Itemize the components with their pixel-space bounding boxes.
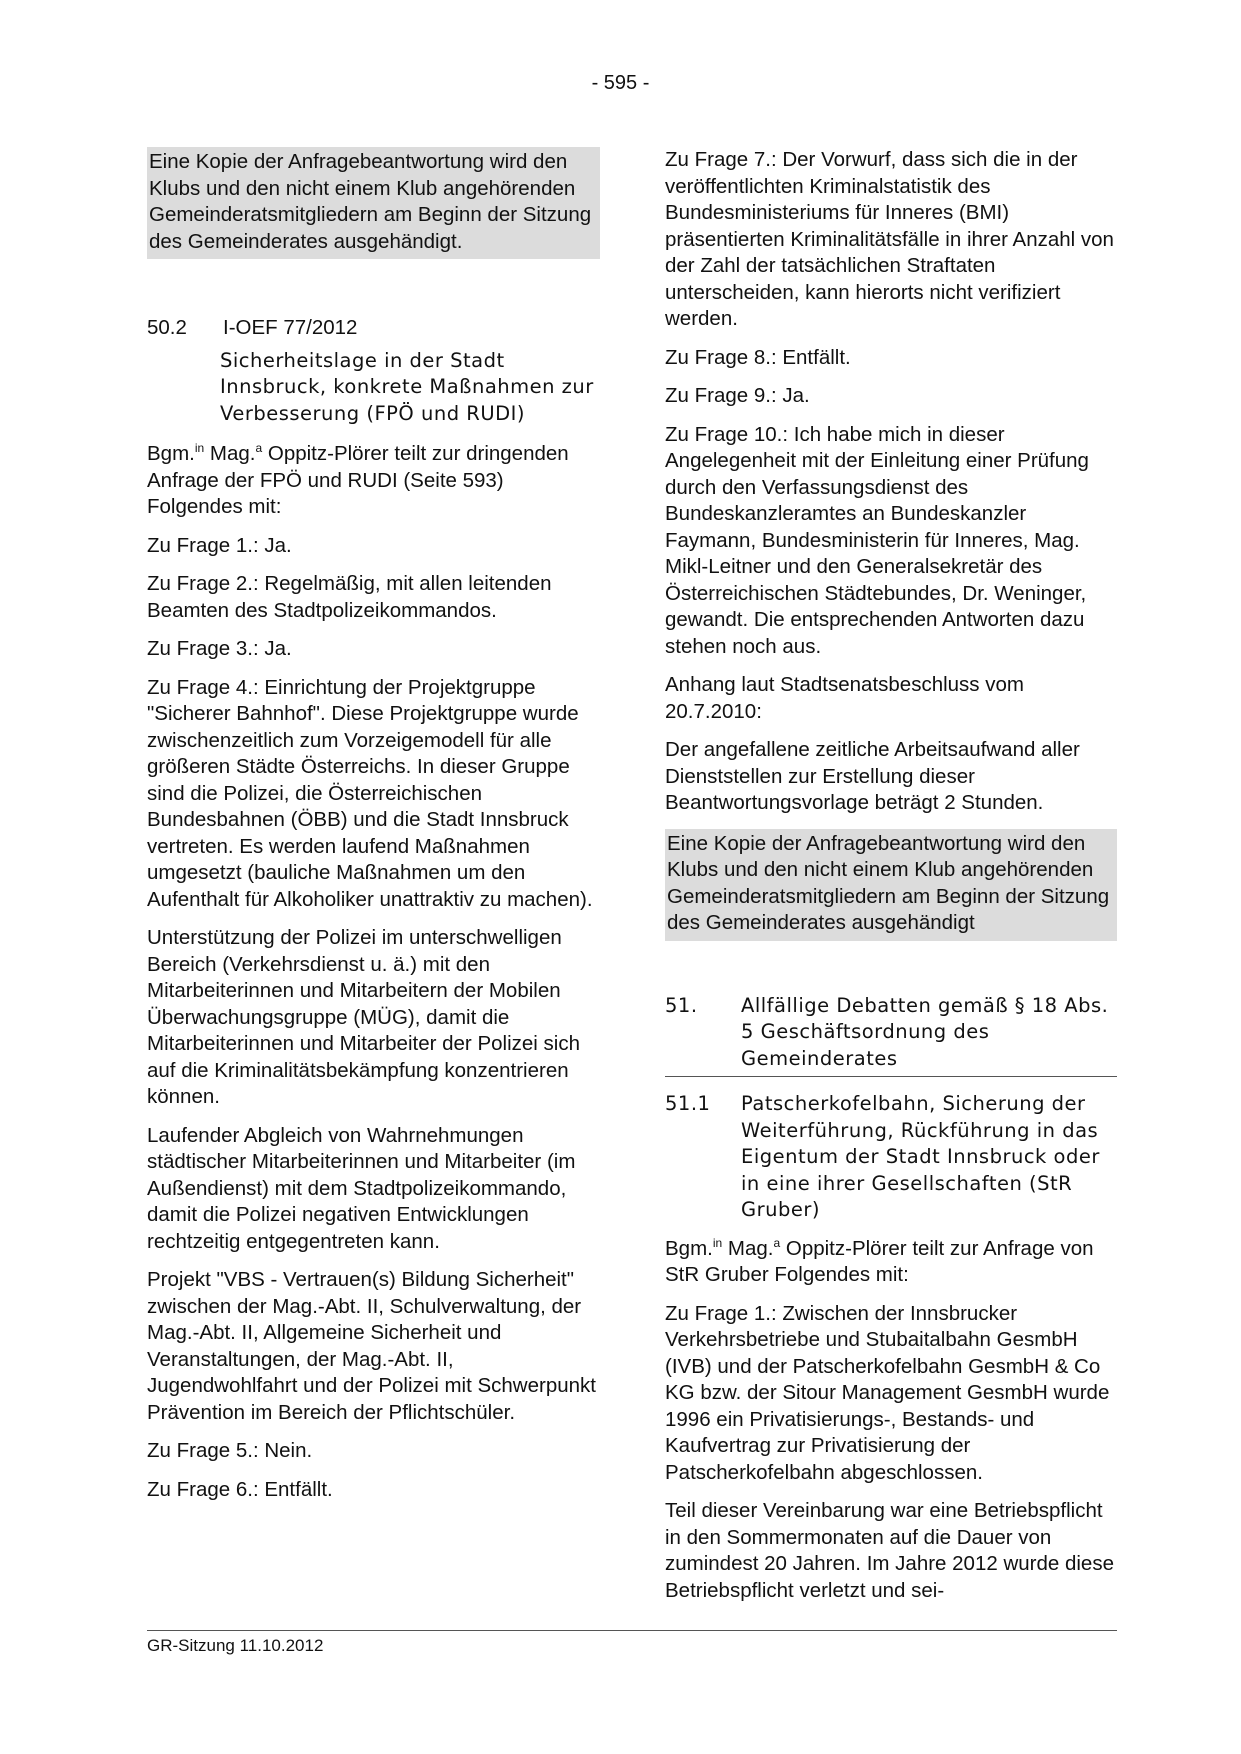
- paragraph: Laufender Abgleich von Wahrnehmungen städtischer Mitarbeiterinnen und Mitarbeiter (im Außendienst) mit dem Stadtpolizeikommando, damit die Polizei negativen Entwicklungen rechtzeitig entgegentreten kann.: [147, 1123, 576, 1253]
- paragraph: Zu Frage 4.: Einrichtung der Projektgruppe "Sicherer Bahnhof". Diese Projektgruppe wurde zwischenzeitlich zum Vorzeigemodell für alle größeren Städte Österreichs. In dieser Gruppe sind die Polizei, die Österreichischen Bundesbahnen (ÖBB) und die Stadt Innsbruck vertreten. Es werden laufend Maßnahmen umgesetzt (bauliche Maßnahmen um den Aufenthalt für Alkoholiker unattraktiv zu machen).: [147, 675, 593, 911]
- intro-paragraph: Bgm.$^{in}$ Mag.$^a$ Oppitz-Plörer teilt zur Anfrage von StR Gruber Folgendes mit:: [665, 1235, 1094, 1286]
- section-title: Patscherkofelbahn, Sicherung der Weiterführung, Rückführung in das Eigentum der Stadt Innsbruck oder in eine ihrer Gesellschaften (StR Gruber): [741, 1092, 1100, 1221]
- section-number: 51.: [665, 993, 698, 1017]
- section-title: Allfällige Debatten gemäß § 18 Abs. 5 Geschäftsordnung des Gemeinderates: [741, 993, 1109, 1070]
- paragraph: Zu Frage 3.: Ja.: [147, 637, 292, 660]
- paragraph: Zu Frage 9.: Ja.: [665, 384, 810, 407]
- section-number: 50.2: [147, 316, 187, 339]
- section-number: 51.1: [665, 1092, 711, 1115]
- footer-divider: [147, 1630, 1117, 1631]
- paragraph: Der angefallene zeitliche Arbeitsaufwand aller Dienststellen zur Erstellung dieser Beantwortungsvorlage beträgt 2 Stunden.: [665, 738, 1080, 814]
- right-column: [665, 147, 1117, 1616]
- footer-text: GR-Sitzung 11.10.2012: [147, 1636, 324, 1655]
- paragraph: Projekt "VBS - Vertrauen(s) Bildung Sicherheit" zwischen der Mag.-Abt. II, Schulverwaltung, der Mag.-Abt. II, Allgemeine Sicherheit und Veranstaltungen, der Mag.-Abt. II, Jugendwohlfahrt und der Polizei mit Schwerpunkt Prävention im Bereich der Pflichtschüler.: [147, 1268, 596, 1424]
- paragraph: Zu Frage 8.: Entfällt.: [665, 345, 851, 369]
- paragraph: Zu Frage 2.: Regelmäßig, mit allen leitenden Beamten des Stadtpolizeikommandos.: [147, 572, 552, 622]
- paragraph: Zu Frage 10.: Ich habe mich in dieser Angelegenheit mit der Einleitung einer Prüfung durch den Verfassungsdienst des Bundeskanzleramtes an Bundeskanzler Faymann, Bundesministerin für Inneres, Mag. Mikl-Leitner und den Generalsekretär des Österreichischen Städtebundes, Dr. Weninger, gewandt. Die entsprechenden Antworten dazu stehen noch aus.: [665, 422, 1089, 658]
- paragraph: Zu Frage 1.: Ja.: [147, 533, 292, 557]
- section-51-header: [665, 993, 1117, 1078]
- section-code: I-OEF 77/2012: [223, 316, 358, 339]
- copy-notice-box: Eine Kopie der Anfragebeantwortung wird den Klubs und den nicht einem Klub angehörenden Gemeinderatsmitgliedern am Beginn der Sitzung des Gemeinderates ausgehändigt.: [147, 147, 600, 259]
- section-51-1-header: [665, 1091, 1117, 1224]
- section-subject: Sicherheitslage in der Stadt Innsbruck, konkrete Maßnahmen zur Verbesserung (FPÖ und RUDI): [220, 348, 594, 425]
- copy-notice-box: Eine Kopie der Anfragebeantwortung wird den Klubs und den nicht einem Klub angehörenden Gemeinderatsmitgliedern am Beginn der Sitzung des Gemeinderates ausgehändigt: [665, 829, 1117, 941]
- page-number: - 595 -: [591, 72, 650, 94]
- paragraph: Zu Frage 1.: Zwischen der Innsbrucker Verkehrsbetriebe und Stubaitalbahn GesmbH (IVB) und der Patscherkofelbahn GesmbH & Co KG bzw. der Sitour Management GesmbH wurde 1996 ein Privatisierungs-, Bestands- und Kaufvertrag zur Privatisierung der Patscherkofelbahn abgeschlossen.: [665, 1301, 1110, 1484]
- intro-paragraph: Bgm.$^{in}$ Mag.$^a$ Oppitz-Plörer teilt zur dringenden Anfrage der FPÖ und RUDI (Seite 593) Folgendes mit:: [147, 441, 569, 518]
- paragraph: Unterstützung der Polizei im unterschwelligen Bereich (Verkehrsdienst u. ä.) mit den Mitarbeiterinnen und Mitarbeitern der Mobilen Überwachungsgruppe (MÜG), damit die Mitarbeiterinnen und Mitarbeiter der Polizei sich auf die Kriminalitätsbekämpfung konzentrieren können.: [147, 926, 580, 1108]
- paragraph: Zu Frage 6.: Entfällt.: [147, 1477, 333, 1501]
- section-50-2-header: [147, 315, 600, 342]
- left-column: [147, 147, 600, 1515]
- paragraph: Zu Frage 7.: Der Vorwurf, dass sich die in der veröffentlichten Kriminalstatistik des Bundesministeriums für Inneres (BMI) präsentierten Kriminalitätsfälle in ihrer Anzahl von der Zahl der tatsächlichen Straftaten unterscheiden, kann hierorts nicht verifiziert werden.: [665, 148, 1114, 330]
- paragraph: Anhang laut Stadtsenatsbeschluss vom 20.7.2010:: [665, 673, 1024, 723]
- paragraph: Zu Frage 5.: Nein.: [147, 1439, 313, 1462]
- paragraph: Teil dieser Vereinbarung war eine Betriebspflicht in den Sommermonaten auf die Dauer von zumindest 20 Jahren. Im Jahre 2012 wurde diese Betriebspflicht verletzt und sei-: [665, 1499, 1114, 1602]
